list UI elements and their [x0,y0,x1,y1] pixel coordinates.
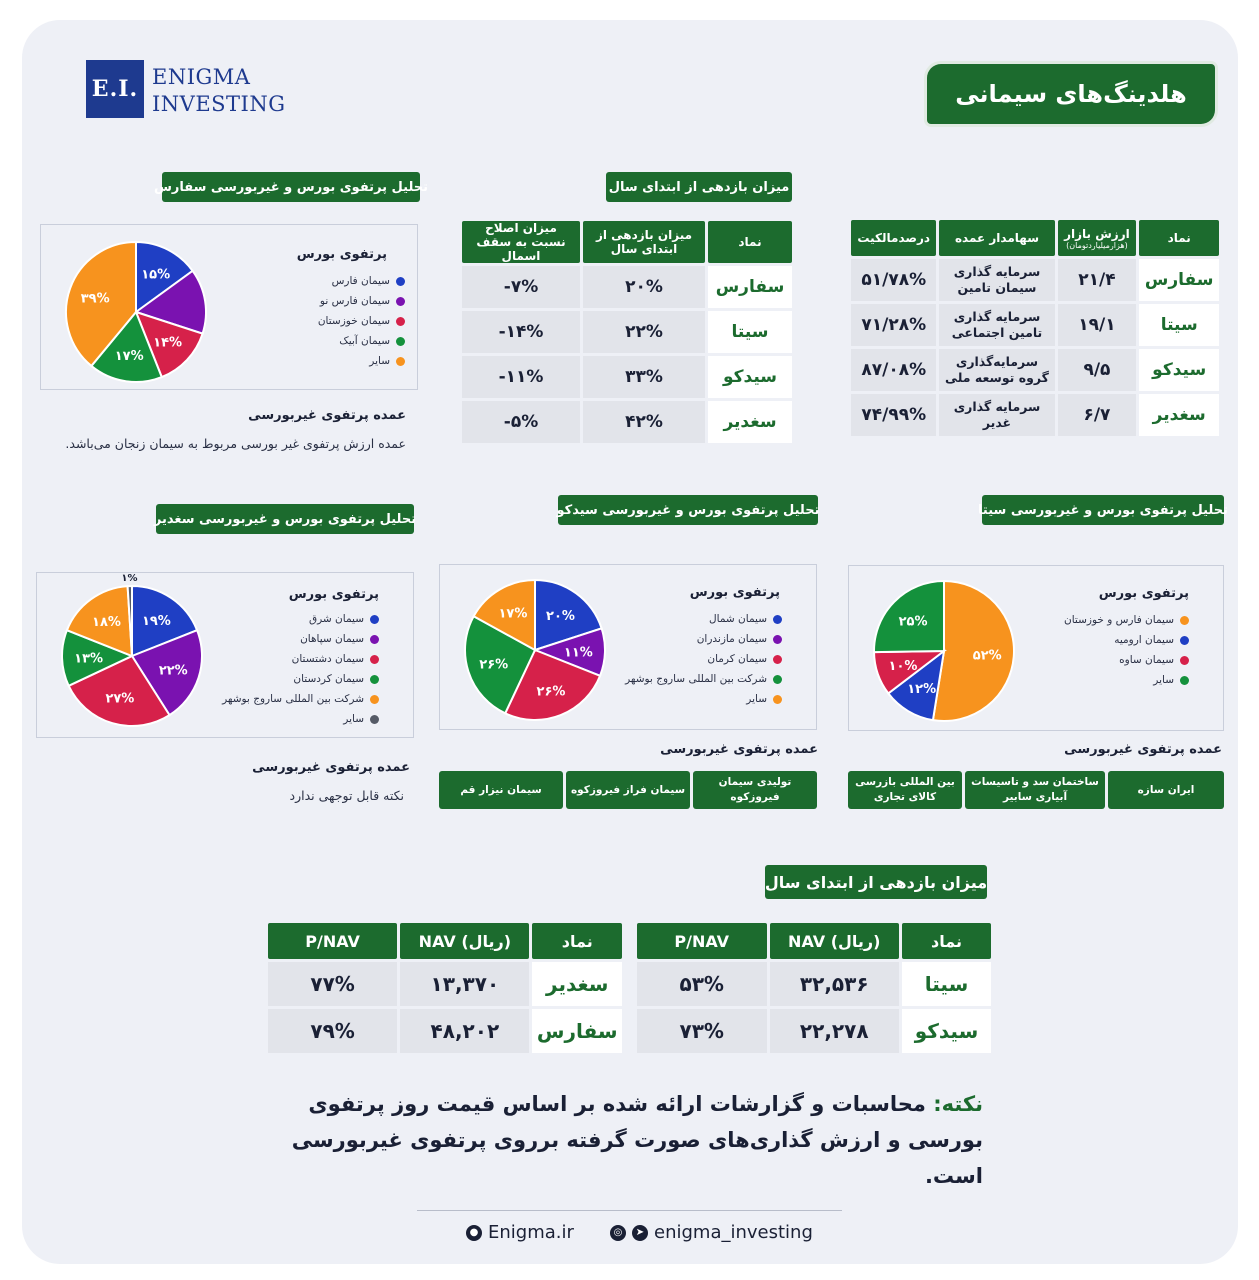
legend-swatch [396,317,405,326]
symbol-cell: سفارس [708,266,792,308]
legend-label: سایر [746,693,767,705]
legend-label: سیمان آبیک [339,335,390,347]
table-row [851,304,1219,346]
pnav-cell: ۷۷% [268,962,397,1006]
symbol-cell: سیتا [902,962,991,1006]
legend-label: شرکت بین المللی ساروج بوشهر [625,673,767,685]
pnav-cell: ۷۹% [268,1009,397,1053]
sidco-pie-chart [460,575,610,725]
slice-label: ۱۰% [888,659,918,675]
symbol-cell: سیتا [708,311,792,353]
slice-label: ۲۷% [105,691,135,707]
chip: تولیدی سیمان فیروزکوه [693,771,817,809]
ytd-return-cell: ۴۲% [583,401,705,443]
slice-label: ۱۲% [907,682,937,698]
logo-mark: E.I. [86,60,144,118]
nav-heading: میزان بازدهی از ابتدای سال [765,865,987,899]
legend-label: سیمان سپاهان [300,633,364,645]
ownership-cell: ۷۱/۲۸% [851,304,936,346]
sita-offexchange-title: عمده پرتفوی غیربورسی [1064,742,1222,757]
slice-label: ۲۶% [536,684,566,700]
legend-swatch [370,635,379,644]
legend-swatch [396,297,405,306]
symbol-cell: سفارس [532,1009,622,1053]
legend-item [222,709,379,729]
drawdown-cell: -۵% [462,401,580,443]
ytd-return-cell: ۲۰% [583,266,705,308]
ytd-table [459,218,795,446]
col-symbol: نماد [1139,220,1219,256]
legend-label: سیمان کردستان [293,673,364,685]
legend-swatch [396,337,405,346]
legend-swatch [370,675,379,684]
sefars-offexchange-note: عمده ارزش پرتفوی غیر بورسی مربوط به سیمان زنجان می‌باشد. [65,436,406,451]
saghdir-card [36,572,414,738]
saghdir-pie-chart [57,573,207,731]
footer-social[interactable] [610,1222,813,1243]
ytd-return-cell: ۳۳% [583,356,705,398]
table-row [851,349,1219,391]
instagram-icon: ◎ [610,1225,626,1241]
legend-item [222,689,379,709]
slice-label: ۱۵% [141,267,171,283]
legend-swatch [370,715,379,724]
chip: ساختمان سد و تاسیسات آبیاری سابیر [965,771,1105,809]
sidco-chips [439,771,817,811]
legend-swatch [370,655,379,664]
market-value-cell: ۲۱/۴ [1058,259,1137,301]
col-symbol: نماد [708,221,792,263]
footer-website[interactable] [466,1222,574,1243]
disclaimer-text: محاسبات و گزارشات ارائه شده بر اساس قیمت روز پرتفوی بورسی و ارزش گذاری‌های صورت گرفته برروی پرتفوی غیربورسی است. [291,1092,983,1188]
sefars-heading: تحلیل پرتفوی بورس و غیربورسی سفارس [162,172,420,202]
col-market-value: ارزش بازار (هزارمیلیاردتومان) [1058,220,1137,256]
symbol-cell: سغدیر [708,401,792,443]
table-row [268,962,622,1006]
slice-label: ۱۹% [141,614,171,630]
legend-label: سیمان فارس [331,275,390,287]
legend-title: پرتفوی بورس [296,247,387,262]
slice-label: ۱۷% [114,348,144,364]
legend-swatch [1180,616,1189,625]
market-value-cell: ۹/۵ [1058,349,1137,391]
symbol-cell: سیدکو [902,1009,991,1053]
slice-label: ۱۸% [92,614,121,630]
table-row [851,394,1219,436]
legend-label: سیمان شرق [308,613,364,625]
legend-item [222,669,379,689]
legend-swatch [396,277,405,286]
legend-item [625,689,782,709]
logo-wordmark [152,64,286,118]
infographic-canvas [22,20,1238,1264]
legend-label: سیمان مازندران [696,633,767,645]
symbol-cell: سیدکو [1139,349,1219,391]
logo-line1: ENIGMA [152,65,251,89]
legend-title: پرتفوی بورس [288,587,379,602]
slice-label: ۲۰% [546,608,575,624]
globe-icon: ● [466,1225,482,1241]
page-title: هلدینگ‌های سیمانی [927,64,1215,124]
legend-item [222,609,379,629]
saghdir-offexchange-note: نکته قابل توجهی ندارد [289,788,404,803]
slice-label: ۲۶% [479,657,509,673]
legend-label: سیمان کرمان [707,653,767,665]
holder-cell: سرمایه گذاری غدیر [939,394,1054,436]
col-nav: NAV (ریال) [400,923,529,959]
col-symbol: نماد [532,923,622,959]
legend-item [625,629,782,649]
legend-label: سیمان دشتستان [291,653,364,665]
holder-cell: سرمایه گذاری تامین اجتماعی [939,304,1054,346]
legend-item [318,311,405,331]
social-handle[interactable]: enigma_investing [654,1222,813,1243]
logo-line2: INVESTING [152,92,286,116]
ytd-return-cell: ۲۲% [583,311,705,353]
nav-cell: ۴۸,۲۰۲ [400,1009,529,1053]
nav-table-right [634,920,994,1056]
table-row [637,1009,991,1053]
sidco-legend [625,609,782,709]
col-pnav: P/NAV [268,923,397,959]
legend-swatch [1180,656,1189,665]
slice-label: ۱۱% [563,645,593,661]
slice-label: ۱۴% [153,335,183,351]
table-row [462,266,792,308]
legend-label: سیمان فارس نو [319,295,390,307]
legend-label: سیمان خوزستان [317,315,390,327]
symbol-cell: سغدیر [532,962,622,1006]
legend-item [318,331,405,351]
table-row [462,356,792,398]
nav-cell: ۱۳,۳۷۰ [400,962,529,1006]
nav-table-left [265,920,625,1056]
legend-label: سایر [343,713,364,725]
saghdir-legend [222,609,379,729]
legend-label: شرکت بین المللی ساروج بوشهر [222,693,364,705]
legend-swatch [773,615,782,624]
sita-heading: تحلیل پرتفوی بورس و غیربورسی سیتا [982,495,1224,525]
slice-label: ۱۷% [498,606,528,622]
chip: سیمان نیزار قم [439,771,563,809]
sita-pie-chart [869,576,1019,726]
ownership-cell: ۵۱/۷۸% [851,259,936,301]
sita-chips [848,771,1224,811]
table-row [851,259,1219,301]
nav-cell: ۲۲,۲۷۸ [770,1009,899,1053]
col-ownership: درصدمالکیت [851,220,936,256]
legend-title: پرتفوی بورس [1098,586,1189,601]
ownership-cell: ۷۴/۹۹% [851,394,936,436]
legend-label: سیمان فارس و خوزستان [1064,614,1174,626]
legend-swatch [1180,636,1189,645]
legend-label: سیمان ارومیه [1114,634,1174,646]
sidco-heading: تحلیل پرتفوی بورس و غیربورسی سیدکو [558,495,818,525]
sefars-pie-chart [61,237,211,387]
legend-label: سایر [1153,674,1174,686]
col-nav: NAV (ریال) [770,923,899,959]
legend-item [1064,670,1189,690]
sidco-offexchange-title: عمده پرتفوی غیربورسی [660,742,818,757]
drawdown-cell: -۱۴% [462,311,580,353]
slice-label: ۲۵% [898,614,928,630]
saghdir-offexchange-title: عمده پرتفوی غیربورسی [252,760,410,775]
legend-item [1064,630,1189,650]
disclaimer-label: نکته: [933,1092,983,1116]
legend-label: سایر [369,355,390,367]
legend-label: سیمان شمال [709,613,767,625]
col-drawdown: میزان اصلاح نسبت به سقف اسمال [462,221,580,263]
market-value-cell: ۱۹/۱ [1058,304,1137,346]
legend-title: پرتفوی بورس [689,585,780,600]
drawdown-cell: -۷% [462,266,580,308]
ownership-cell: ۸۷/۰۸% [851,349,936,391]
col-symbol: نماد [902,923,991,959]
legend-item [625,649,782,669]
chip: ایران سازه [1108,771,1224,809]
slice-label: ۱% [121,573,138,585]
legend-item [318,351,405,371]
legend-item [222,649,379,669]
col-pnav: P/NAV [637,923,767,959]
legend-swatch [396,357,405,366]
nav-cell: ۳۲,۵۳۶ [770,962,899,1006]
market-value-cell: ۶/۷ [1058,394,1137,436]
legend-item [318,291,405,311]
sita-legend [1064,610,1189,690]
col-ytd-return: میزان بازدهی از ابتدای سال [583,221,705,263]
slice-label: ۳۹% [80,291,110,307]
symbol-cell: سیدکو [708,356,792,398]
legend-swatch [773,675,782,684]
legend-swatch [773,695,782,704]
chip: سیمان فراز فیروزکوه [566,771,690,809]
symbol-cell: سغدیر [1139,394,1219,436]
sefars-legend [318,271,405,371]
ytd-heading: میزان بازدهی از ابتدای سال [606,172,792,202]
table-row [462,311,792,353]
legend-item [222,629,379,649]
holder-cell: سرمایه گذاری سیمان تامین [939,259,1054,301]
table-row [637,962,991,1006]
slice-label: ۱۳% [74,651,104,667]
symbol-cell: سیتا [1139,304,1219,346]
footer-divider [417,1210,842,1211]
drawdown-cell: -۱۱% [462,356,580,398]
slice-label: ۵۲% [972,648,1002,664]
legend-item [1064,610,1189,630]
sidco-card [439,564,817,730]
holder-cell: سرمایه‌گذاری گروه توسعه ملی [939,349,1054,391]
pnav-cell: ۷۳% [637,1009,767,1053]
chip: بین المللی بازرسی کالای تجاری [848,771,962,809]
slice-label: ۲۲% [158,663,188,679]
sefars-card [40,224,418,390]
legend-swatch [370,695,379,704]
website-link[interactable]: Enigma.ir [488,1222,574,1243]
symbol-cell: سفارس [1139,259,1219,301]
legend-swatch [773,655,782,664]
table-row [268,1009,622,1053]
legend-swatch [1180,676,1189,685]
legend-item [625,609,782,629]
pnav-cell: ۵۳% [637,962,767,1006]
holdings-table [848,217,1222,439]
legend-item [1064,650,1189,670]
legend-item [625,669,782,689]
sefars-offexchange-title: عمده پرتفوی غیربورسی [248,408,406,423]
col-major-holder: سهامدار عمده [939,220,1054,256]
legend-label: سیمان ساوه [1119,654,1174,666]
table-row [462,401,792,443]
disclaimer-note [287,1086,983,1194]
saghdir-heading: تحلیل پرتفوی بورس و غیربورسی سغدیر [156,504,414,534]
legend-swatch [773,635,782,644]
sita-card [848,565,1224,731]
legend-swatch [370,615,379,624]
telegram-icon: ➤ [632,1225,648,1241]
legend-item [318,271,405,291]
